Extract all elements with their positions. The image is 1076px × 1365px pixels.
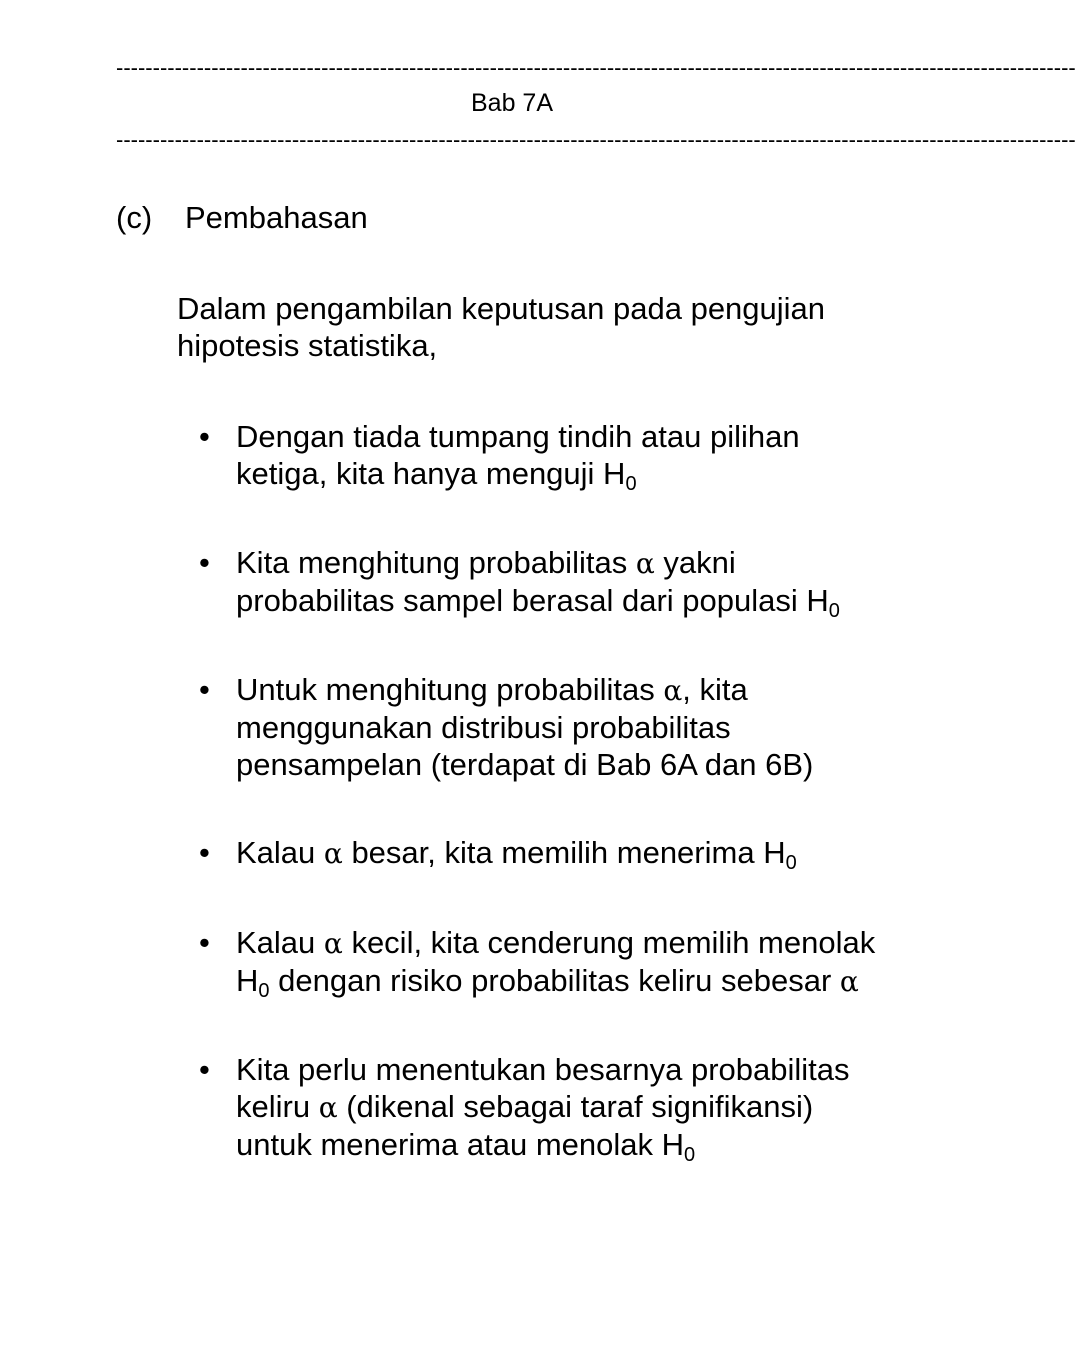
bullet-6-text-c: untuk menerima atau menolak H <box>236 1127 685 1162</box>
subscript-zero: 0 <box>625 473 637 495</box>
bullet-dot: • <box>199 1052 210 1087</box>
bullet-4-line-1 <box>236 834 956 872</box>
bullet-5-line-1 <box>236 924 956 962</box>
bullet-2-line-2 <box>236 582 956 622</box>
intro-line-2: hipotesis statistika, <box>177 328 438 363</box>
intro-paragraph <box>177 290 937 364</box>
bullet-6-line-1: Kita perlu menentukan besarnya probabilitas <box>236 1052 850 1087</box>
bullet-5-text-b: kecil, kita cenderung memilih menolak <box>342 925 876 960</box>
bottom-dashed-rule: ----------------------------------------------------------------------------------------------------------------------------------- <box>116 127 1076 152</box>
bullet-5-text-a: Kalau <box>236 925 324 960</box>
bullet-5-text-c: H <box>236 963 259 998</box>
bullet-4-text-a: Kalau <box>236 835 324 870</box>
bullet-3-line-2: menggunakan distribusi probabilitas <box>236 710 731 745</box>
bullet-6-line-3 <box>236 1126 956 1166</box>
alpha-symbol: α <box>635 547 655 580</box>
bullet-6-text-a: keliru <box>236 1089 319 1124</box>
bullet-3-text-a: Untuk menghitung probabilitas <box>236 672 664 707</box>
bullet-dot: • <box>199 925 210 960</box>
subscript-zero: 0 <box>785 852 797 874</box>
bullet-5-text-d: dengan risiko probabilitas keliru sebesar <box>269 963 840 998</box>
section-heading <box>116 199 368 237</box>
bullet-2-text-a: Kita menghitung probabilitas <box>236 545 636 580</box>
bullet-5-line-2 <box>236 962 956 1000</box>
bullet-3-text-b: , kita <box>682 672 748 707</box>
bullet-3-line-3: pensampelan (terdapat di Bab 6A dan 6B) <box>236 747 814 782</box>
alpha-symbol: α <box>323 927 343 960</box>
section-title: Pembahasan <box>185 200 368 235</box>
bullet-2-text-c: probabilitas sampel berasal dari populasi H <box>236 583 829 618</box>
top-dashed-rule: ----------------------------------------------------------------------------------------------------------------------------------- <box>116 55 1076 80</box>
bullet-6-text-b: (dikenal sebagai taraf signifikansi) <box>337 1089 814 1124</box>
bullet-dot: • <box>199 672 210 707</box>
alpha-symbol: α <box>839 965 859 998</box>
subscript-zero: 0 <box>258 980 270 1002</box>
bullet-1-text: ketiga, kita hanya menguji H <box>236 456 626 491</box>
bullet-6-line-2 <box>236 1088 956 1126</box>
bullet-2-line-1 <box>236 544 956 582</box>
subscript-zero: 0 <box>828 600 840 622</box>
intro-line-1: Dalam pengambilan keputusan pada pengujian <box>177 291 826 326</box>
alpha-symbol: α <box>663 674 683 707</box>
chapter-label: Bab 7A <box>470 89 553 117</box>
bullet-3-line-1 <box>236 671 956 709</box>
section-marker: (c) <box>116 200 153 235</box>
bullet-1-line-2 <box>236 455 956 495</box>
bullet-dot: • <box>199 545 210 580</box>
subscript-zero: 0 <box>684 1144 696 1166</box>
alpha-symbol: α <box>323 837 343 870</box>
bullet-1-line-1: Dengan tiada tumpang tindih atau pilihan <box>236 419 800 454</box>
bullet-2-text-b: yakni <box>654 545 736 580</box>
bullet-4-text-b: besar, kita memilih menerima H <box>342 835 786 870</box>
bullet-dot: • <box>199 835 210 870</box>
alpha-symbol: α <box>318 1091 338 1124</box>
bullet-dot: • <box>199 419 210 454</box>
